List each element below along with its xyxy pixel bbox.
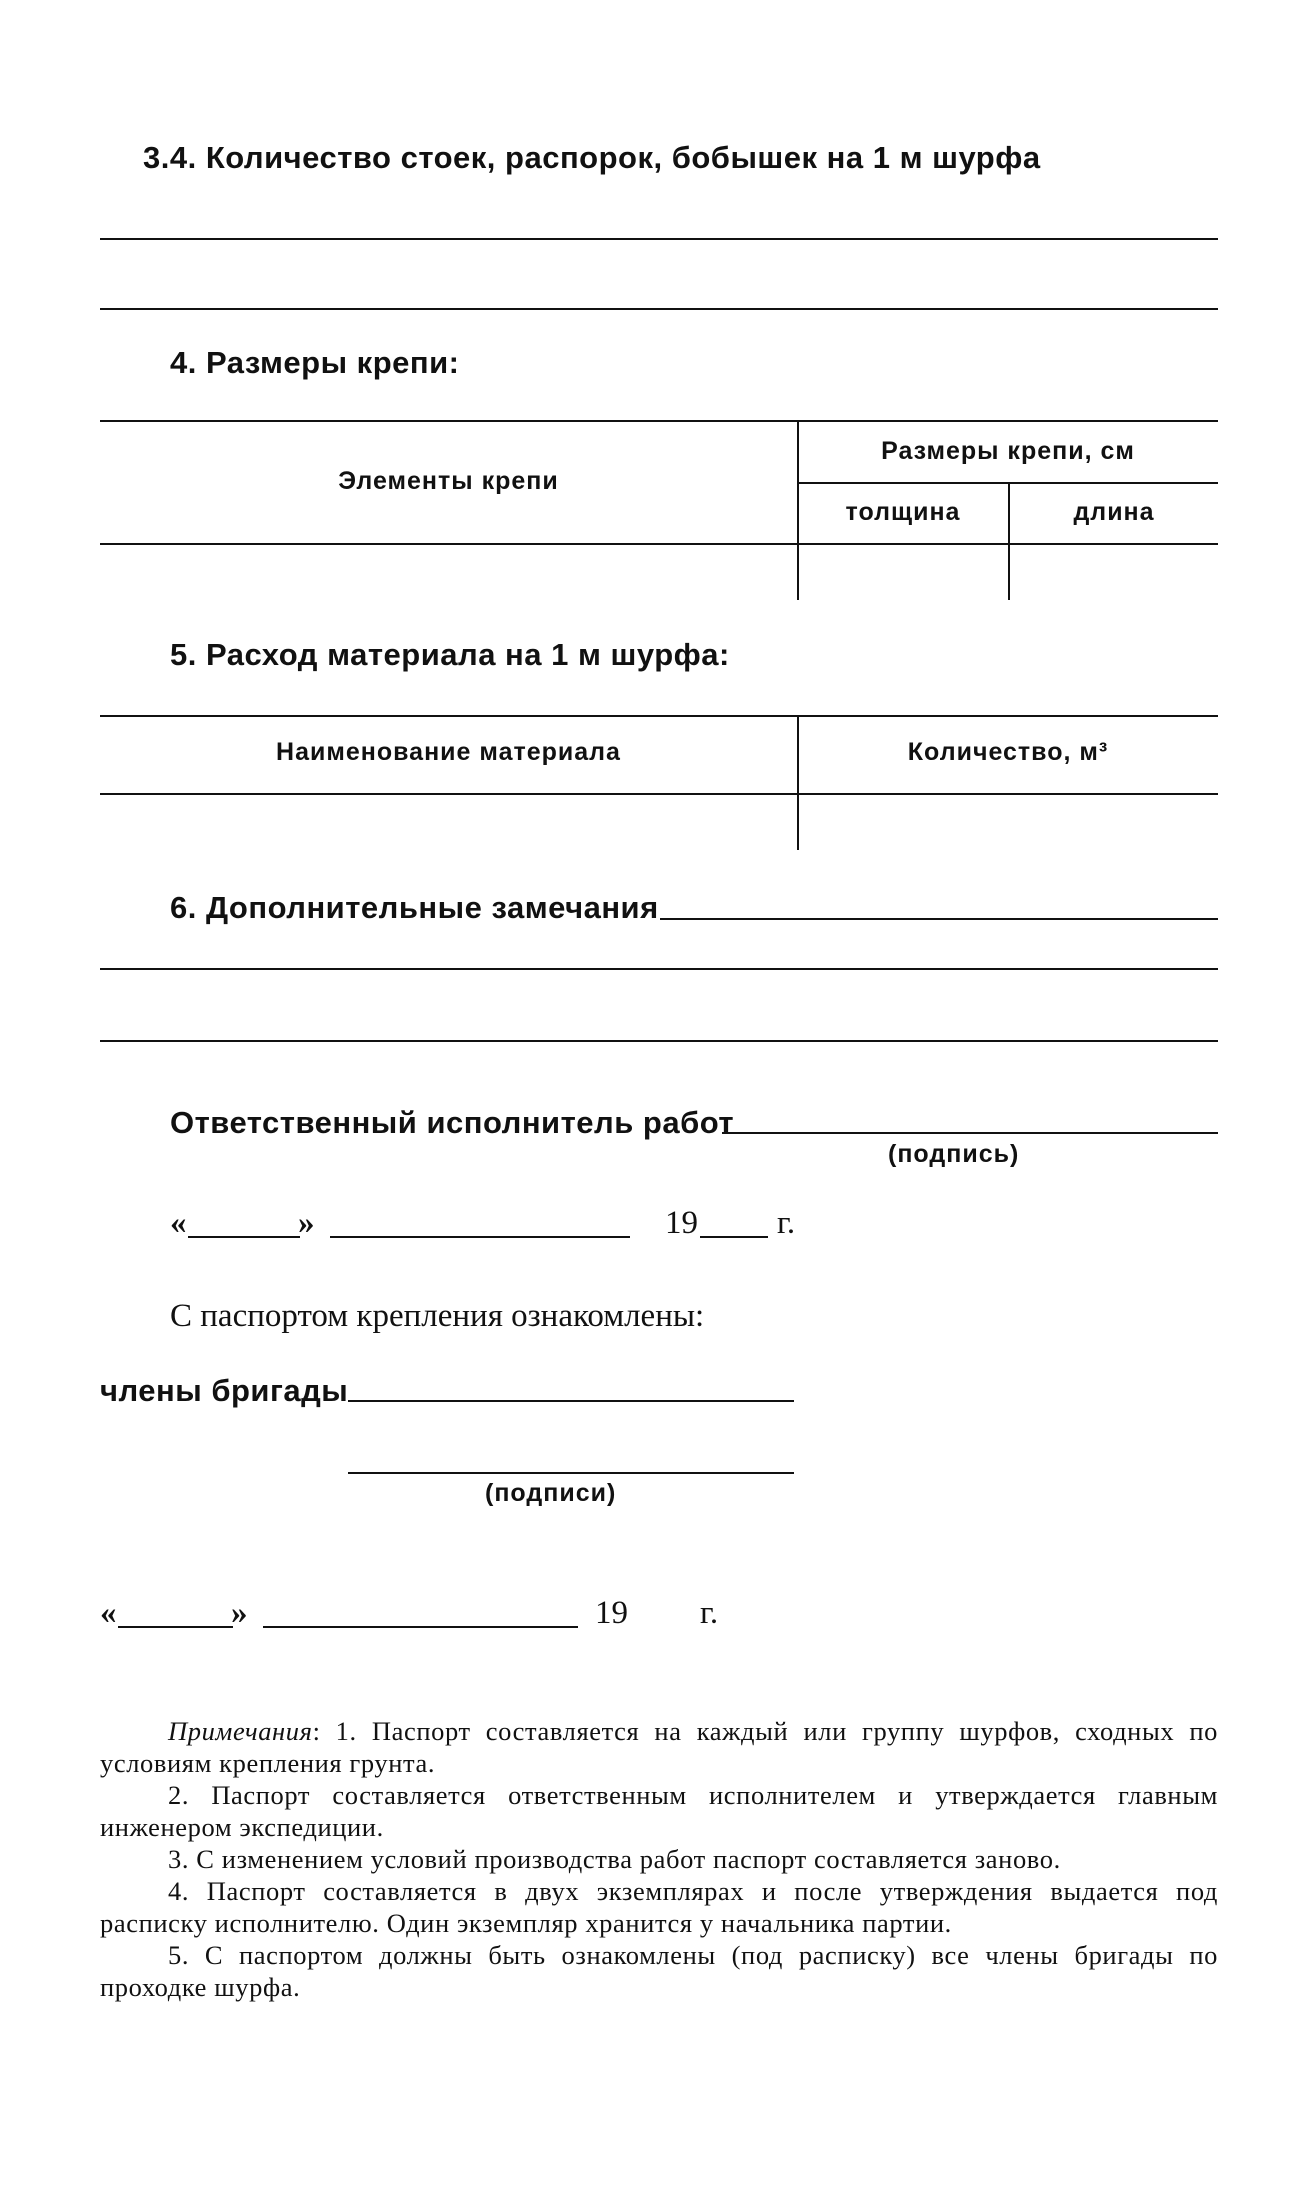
date-month-line (330, 1236, 630, 1238)
members-label: члены бригады (100, 1373, 349, 1408)
section-4-heading: 4. Размеры крепи: (170, 345, 460, 380)
table-header-material: Наименование материала (276, 738, 621, 766)
year-prefix: 19 (595, 1595, 628, 1631)
executor-signature-caption: (подпись) (888, 1140, 1020, 1168)
blank-line (100, 308, 1218, 310)
notes-title: Примечания (168, 1716, 313, 1746)
table-header-quantity: Количество, м³ (907, 738, 1109, 766)
year-prefix: 19 (665, 1205, 698, 1241)
date-close-quote: » (231, 1595, 248, 1631)
year-suffix: г. (777, 1205, 796, 1241)
acquainted-heading: С паспортом крепления ознакомлены: (170, 1298, 705, 1334)
note-item: 4. Паспорт составляется в двух экземплярах и после утверждения выдается под расписку исполнителю. Один экземпляр хранится у начальника партии. (100, 1876, 1218, 1938)
date-month-line (263, 1626, 578, 1628)
notes-block (100, 1715, 1218, 2003)
section-6-heading: 6. Дополнительные замечания (170, 890, 659, 925)
executor-signature-line (722, 1132, 1218, 1134)
date-day-line (118, 1626, 233, 1628)
section-3-4-heading: 3.4. Количество стоек, распорок, бобышек на 1 м шурфа (143, 140, 1041, 175)
table-header-bottom-rule (100, 793, 1218, 795)
date-close-quote: » (298, 1205, 315, 1241)
table-header-thickness: толщина (845, 498, 961, 526)
blank-line (100, 238, 1218, 240)
note-text: : 1. Паспорт составляется на каждый или группу шурфов, сходных по условиям крепления грунта. (100, 1716, 1218, 1778)
table-top-rule (100, 715, 1218, 717)
members-signature-caption: (подписи) (485, 1479, 617, 1507)
date-open-quote: « (170, 1205, 187, 1241)
remarks-line (100, 1040, 1218, 1042)
table-top-rule (100, 420, 1218, 422)
year-suffix: г. (700, 1595, 719, 1631)
section-5-heading: 5. Расход материала на 1 м шурфа: (170, 637, 730, 672)
remarks-line (660, 918, 1218, 920)
table-header-bottom-rule (100, 543, 1218, 545)
executor-label: Ответственный исполнитель работ (170, 1105, 735, 1140)
members-signature-line (348, 1472, 794, 1474)
table-header-elements: Элементы крепи (338, 467, 559, 495)
note-item (100, 1715, 1218, 1779)
remarks-line (100, 968, 1218, 970)
note-item: 3. С изменением условий производства работ паспорт составляется заново. (168, 1844, 1061, 1874)
table-col-divider (797, 715, 799, 850)
date-day-line (188, 1236, 300, 1238)
members-signature-line (348, 1400, 794, 1402)
note-item: 5. С паспортом должны быть ознакомлены (под расписку) все члены бригады по проходке шурфа. (100, 1940, 1218, 2002)
date-open-quote: « (100, 1595, 117, 1631)
table-header-sizes: Размеры крепи, см (881, 437, 1135, 465)
table-header-length: длина (1073, 498, 1155, 526)
note-item: 2. Паспорт составляется ответственным исполнителем и утверждается главным инженером экспедиции. (100, 1780, 1218, 1842)
date-year-line (700, 1236, 768, 1238)
